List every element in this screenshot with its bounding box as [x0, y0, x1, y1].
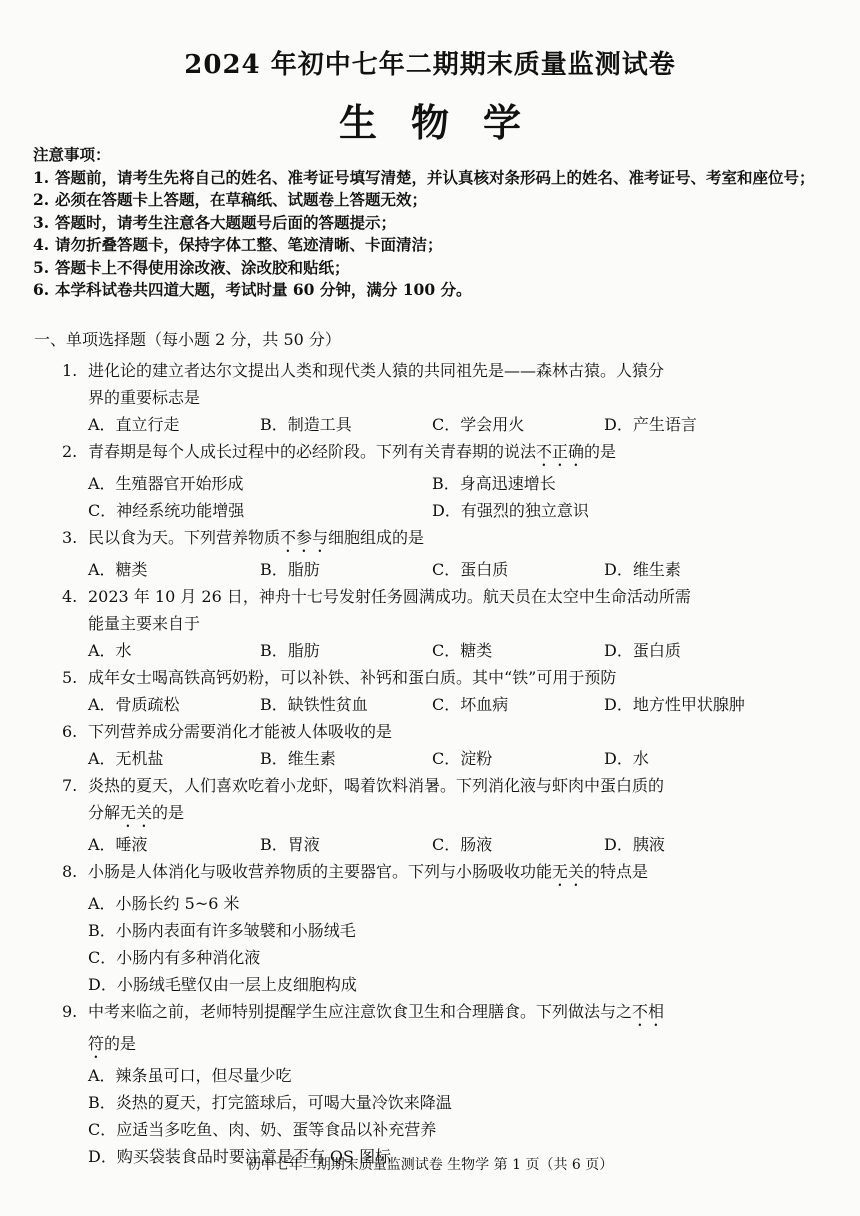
note-item [33, 257, 833, 280]
question-stem [88, 524, 782, 556]
note-number: 3. [33, 212, 50, 232]
option-a: A．辣条虽可口，但尽量少吃 [88, 1066, 292, 1085]
option-d: D．地方性甲状腺肿 [604, 695, 745, 714]
note-text: 答题卡上不得使用涂改液、涂改胶和贴纸； [55, 257, 350, 277]
question-number: 7. [62, 776, 78, 795]
question-3 [62, 524, 782, 556]
option-b: B．脂肪 [260, 560, 320, 579]
question-number: 4. [62, 587, 78, 606]
option-a: A．无机盐 [88, 749, 164, 768]
note-text: 答题时，请考生注意各大题题号后面的答题提示； [55, 212, 397, 232]
option-b: B．小肠内表面有许多皱襞和小肠绒毛 [88, 921, 356, 940]
option-a: A．糖类 [88, 560, 148, 579]
stem-text: 的是 [584, 442, 617, 461]
emphasis-text: 不参与 [280, 528, 329, 547]
question-9 [62, 998, 782, 1030]
emphasis-text: 不相 [632, 1002, 665, 1021]
options-row [62, 556, 782, 583]
question-6 [62, 718, 782, 745]
question-number: 3. [62, 528, 78, 547]
emphasis-text: 无关 [120, 803, 153, 822]
question-number: 1. [62, 361, 78, 380]
subject-title: 生物学 [338, 100, 555, 145]
stem-text: 民以食为天。下列营养物质 [88, 528, 281, 547]
question-number: 9. [62, 1002, 78, 1021]
stem-text: 分解 [88, 803, 121, 822]
note-text: 必须在答题卡上答题，在草稿纸、试题卷上答题无效； [55, 190, 428, 209]
note-item [33, 279, 833, 302]
option-d: D．蛋白质 [604, 641, 681, 660]
stem-text: 小肠是人体消化与吸收营养物质的主要器官。下列与小肠吸收功能 [88, 862, 553, 881]
option-c: C．蛋白质 [432, 560, 509, 579]
note-number: 2. [33, 190, 50, 209]
note-number: 4. [33, 235, 50, 254]
question-2 [62, 438, 782, 470]
note-item [33, 234, 833, 257]
note-text: 答题前，请考生先将自己的姓名、准考证号填写清楚，并认真核对条形码上的姓名、准考证号、考室和座位号； [55, 167, 815, 187]
option-c: C．应适当多吃鱼、肉、奶、蛋等食品以补充营养 [88, 1120, 437, 1139]
stem-text: 青春期是每个人成长过程中的必经阶段。下列有关青春期的说法 [88, 442, 537, 461]
question-stem-cont: 能量主要来自于 [88, 614, 201, 633]
option-d: D．有强烈的独立意识 [432, 501, 589, 520]
note-text: 请勿折叠答题卡，保持字体工整、笔迹清晰、卡面清洁； [55, 235, 443, 254]
options-row [62, 745, 782, 772]
option-b: B．身高迅速增长 [432, 474, 556, 493]
question-stem-cont [62, 799, 782, 831]
note-number: 5. [33, 257, 50, 277]
question-stem [88, 858, 782, 890]
option-d: D．小肠绒毛壁仅由一层上皮细胞构成 [88, 975, 357, 994]
emphasis-text: 不正确 [536, 442, 585, 461]
question-8 [62, 858, 782, 890]
page-footer: 初中七年二期期末质量监测试卷 生物学 第 1 页（共 6 页） [246, 1157, 614, 1173]
option-a: A．唾液 [88, 835, 148, 854]
option-c: C．坏血病 [432, 695, 509, 714]
option-c: C．学会用火 [432, 415, 525, 434]
option-a: A．小肠长约 5~6 米 [88, 894, 240, 913]
section-heading: 一、单项选择题（每小题 2 分，共 50 分） [34, 330, 341, 349]
question-stem [88, 438, 782, 470]
stem-text: 的特点是 [584, 862, 649, 881]
option-c: C．糖类 [432, 641, 493, 660]
question-stem: 下列营养成分需要消化才能被人体吸收的是 [88, 722, 393, 741]
options-row [62, 497, 782, 524]
question-stem: 成年女士喝高铁高钙奶粉，可以补铁、补钙和蛋白质。其中“铁”可用于预防 [88, 668, 617, 687]
question-list [62, 357, 782, 1170]
option-d: D．产生语言 [604, 415, 697, 434]
question-stem-cont: 界的重要标志是 [88, 388, 201, 407]
option-c: C．淀粉 [432, 749, 493, 768]
note-number: 6. [33, 280, 50, 299]
question-stem-cont [62, 1030, 782, 1062]
notes-block [33, 144, 833, 302]
options-row [62, 411, 782, 438]
question-stem [88, 998, 782, 1030]
option-a: A．生殖器官开始形成 [88, 474, 244, 493]
option-a: A．骨质疏松 [88, 695, 180, 714]
option-c: C．肠液 [432, 835, 493, 854]
option-d: D．维生素 [604, 560, 681, 579]
option-c: C．小肠内有多种消化液 [88, 948, 261, 967]
emphasis-text: 符 [88, 1034, 105, 1053]
option-c: C．神经系统功能增强 [88, 501, 245, 520]
question-number: 5. [62, 668, 78, 687]
options-row [62, 637, 782, 664]
options-row [62, 470, 782, 497]
option-d: D．购买袋装食品时要注意是否有 QS 图标 [88, 1147, 392, 1166]
stem-text: 的是 [152, 803, 185, 822]
option-d: D．胰液 [604, 835, 665, 854]
stem-text: 的是 [104, 1034, 137, 1053]
option-b: B．缺铁性贫血 [260, 695, 368, 714]
question-7 [62, 772, 782, 799]
question-stem: 炎热的夏天，人们喜欢吃着小龙虾，喝着饮料消暑。下列消化液与虾肉中蛋白质的 [88, 776, 665, 795]
note-item [33, 212, 833, 235]
notes-heading: 注意事项： [33, 145, 111, 164]
question-number: 2. [62, 442, 78, 461]
options-row [62, 691, 782, 718]
option-b: B．维生素 [260, 749, 336, 768]
question-4 [62, 583, 782, 610]
question-stem: 进化论的建立者达尔文提出人类和现代类人猿的共同祖先是——森林古猿。人猿分 [88, 361, 665, 380]
question-1 [62, 357, 782, 384]
option-b: B．脂肪 [260, 641, 320, 660]
note-number: 1. [33, 167, 50, 187]
exam-title: 2024 年初中七年二期期末质量监测试卷 [184, 50, 676, 80]
options-row [62, 831, 782, 858]
option-a: A．直立行走 [88, 415, 180, 434]
question-5 [62, 664, 782, 691]
note-text: 本学科试卷共四道大题，考试时量 60 分钟，满分 100 分。 [55, 280, 472, 299]
question-stem: 2023 年 10 月 26 日，神舟十七号发射任务圆满成功。航天员在太空中生命活动所需 [88, 587, 691, 606]
option-b: B．炎热的夏天，打完篮球后，可喝大量冷饮来降温 [88, 1093, 452, 1112]
note-item [33, 167, 833, 190]
emphasis-text: 无关 [552, 862, 585, 881]
option-b: B．制造工具 [260, 415, 352, 434]
option-d: D．水 [604, 749, 649, 768]
stem-text: 中考来临之前，老师特别提醒学生应注意饮食卫生和合理膳食。下列做法与之 [88, 1002, 633, 1021]
question-number: 8. [62, 862, 78, 881]
option-b: B．胃液 [260, 835, 320, 854]
option-a: A．水 [88, 641, 132, 660]
stem-text: 细胞组成的是 [328, 528, 425, 547]
question-number: 6. [62, 722, 78, 741]
note-item [33, 189, 833, 212]
